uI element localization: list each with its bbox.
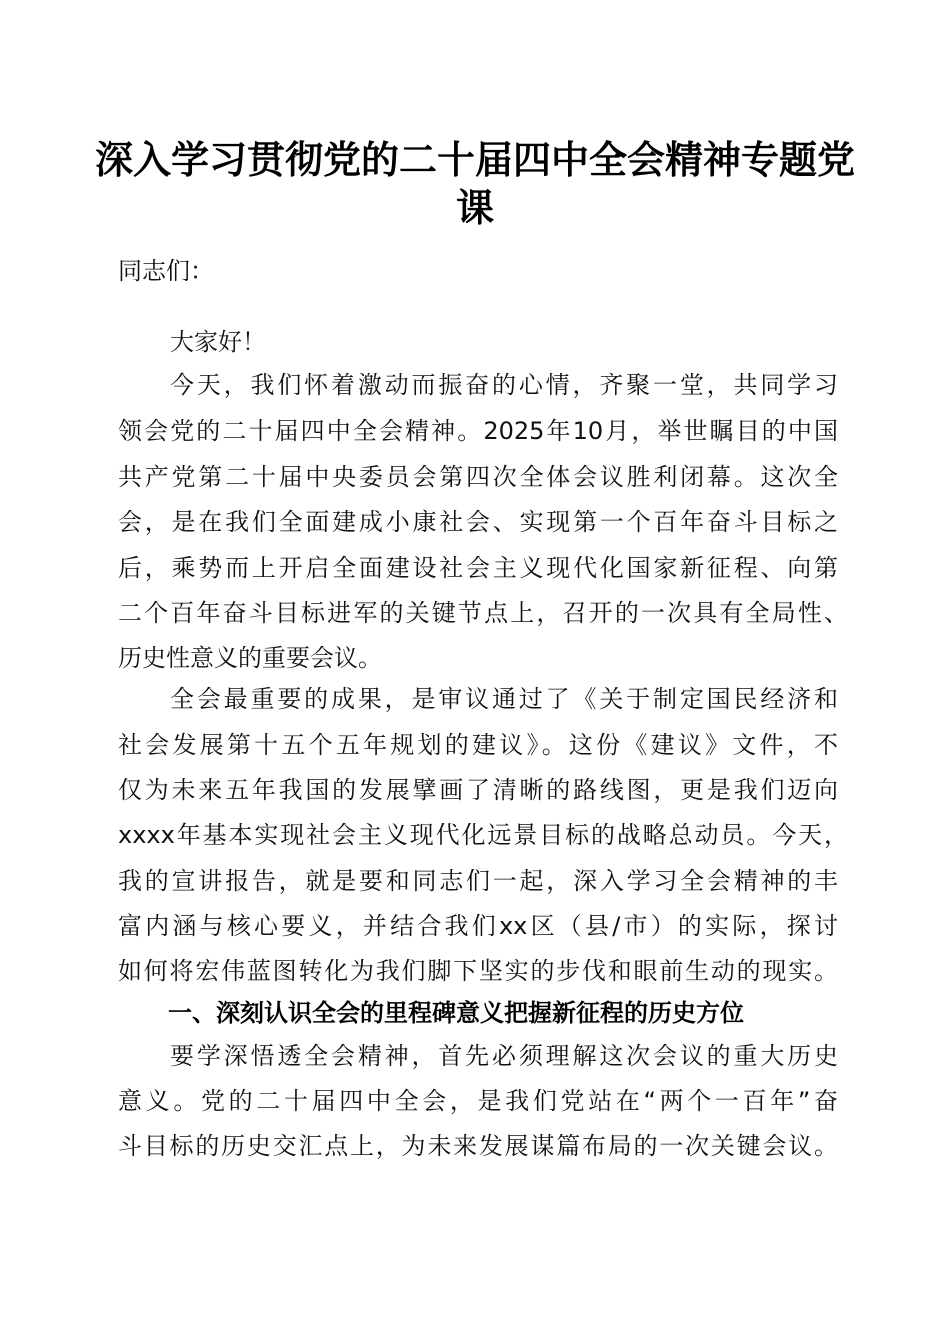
document-title-line-1: 深入学习贯彻党的二十届四中全会精神专题党 (94, 137, 855, 182)
paragraph-line: 如何将宏伟蓝图转化为我们脚下坚实的步伐和眼前生动的现实。 (118, 957, 838, 985)
paragraph-line: xxxx年基本实现社会主义现代化远景目标的战略总动员。今天， (118, 821, 848, 849)
paragraph-line: 全会最重要的成果，是审议通过了《关于制定国民经济和 (170, 685, 838, 713)
paragraph-line: 后，乘势而上开启全面建设社会主义现代化国家新征程、向第 (118, 554, 838, 582)
paragraph-line: 二个百年奋斗目标进军的关键节点上，召开的一次具有全局性、 (118, 599, 848, 627)
paragraph-line: 历史性意义的重要会议。 (118, 644, 382, 672)
paragraph-line: 社会发展第十五个五年规划的建议》。这份《建议》文件，不 (118, 731, 838, 759)
paragraph-line: 我的宣讲报告，就是要和同志们一起，深入学习全会精神的丰 (118, 867, 838, 895)
section-heading: 一、深刻认识全会的里程碑意义把握新征程的历史方位 (168, 999, 744, 1027)
paragraph-line: 共产党第二十届中央委员会第四次全体会议胜利闭幕。这次全 (118, 463, 838, 491)
paragraph-line: 斗目标的历史交汇点上，为未来发展谋篇布局的一次关键会议。 (118, 1132, 838, 1160)
paragraph-line: 富内涵与核心要义，并结合我们xx区（县/市）的实际，探讨 (118, 912, 838, 940)
paragraph-line: 会，是在我们全面建成小康社会、实现第一个百年奋斗目标之 (118, 508, 838, 536)
document-title-line-2: 课 (455, 185, 494, 230)
salutation: 同志们： (118, 257, 214, 285)
paragraph-line: 今天，我们怀着激动而振奋的心情，齐聚一堂，共同学习 (170, 371, 838, 399)
paragraph-line: 要学深悟透全会精神，首先必须理解这次会议的重大历史 (170, 1042, 838, 1070)
paragraph-line: 仅为未来五年我国的发展擘画了清晰的路线图，更是我们迈向 (118, 776, 838, 804)
paragraph-line: 领会党的二十届四中全会精神。2025年10月，举世瞩目的中国 (118, 417, 838, 445)
greeting: 大家好！ (170, 328, 266, 356)
paragraph-line: 意义。党的二十届四中全会，是我们党站在“两个一百年”奋 (118, 1087, 838, 1115)
